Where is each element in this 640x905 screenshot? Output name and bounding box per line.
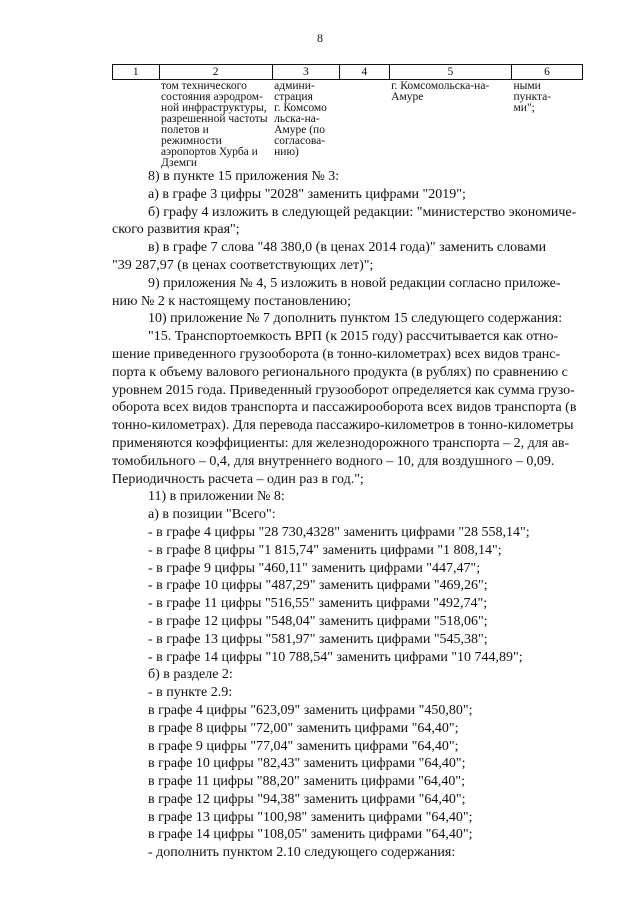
text-line: в графе 8 цифры "72,00" заменить цифрами "64,40"; — [148, 720, 459, 736]
text-line: в графе 12 цифры "94,38" заменить цифрами "64,40"; — [148, 791, 466, 807]
text-line: 10) приложение № 7 дополнить пунктом 15 следующего содержания: — [148, 311, 563, 327]
continuation-table — [112, 64, 583, 169]
text-line: - в графе 13 цифры "581,97" заменить цифрами "545,38"; — [148, 631, 488, 647]
text-line: 11) в приложении № 8: — [148, 489, 285, 505]
text-line: б) в разделе 2: — [148, 667, 233, 683]
text-line: нию № 2 к настоящему постановлению; — [112, 293, 351, 309]
text-line: тонно-километрах). Для перевода пассажиро-километров в тонно-километры — [112, 418, 574, 434]
text-line: в графе 9 цифры "77,04" заменить цифрами "64,40"; — [148, 738, 459, 754]
text-line: Периодичность расчета – один раз в год."; — [112, 471, 364, 487]
text-line: шение приведенного грузооборота (в тонно-километрах) всех видов транс- — [112, 346, 561, 362]
text-line: ского развития края"; — [112, 222, 240, 238]
text-line: оборота всех видов транспорта и пассажирооборота всех видов транспорта (в — [112, 400, 577, 416]
text-line: в графе 14 цифры "108,05" заменить цифрами "64,40"; — [148, 827, 473, 843]
table-row — [113, 80, 583, 170]
table-cell-col1 — [113, 80, 160, 170]
text-line: а) в позиции "Всего": — [148, 507, 276, 523]
text-line: в) в графе 7 слова "48 380,0 (в ценах 2014 года)" заменить словами — [148, 240, 547, 256]
column-number-3: 3 — [272, 65, 340, 80]
table-cell-col3: админи- страция г. Комсомо льска-на- Амуре (по согласова- нию) — [274, 80, 327, 158]
text-line: в графе 10 цифры "82,43" заменить цифрами "64,40"; — [148, 756, 466, 772]
column-number-4: 4 — [340, 65, 389, 80]
text-line: уровнем 2015 года. Приведенный грузооборот определяется как сумма грузо- — [112, 382, 575, 398]
table-cell-col2: том технического состояния аэродром- ной инфраструктуры, разрешенной частоты полетов и режимности аэропортов Хурба и Дземги — [161, 80, 268, 169]
page-number: 8 — [317, 31, 323, 45]
text-line: 8) в пункте 15 приложения № 3: — [148, 169, 340, 184]
text-line: б) графу 4 изложить в следующей редакции: "министерство экономиче- — [148, 204, 577, 220]
text-line: - дополнить пунктом 2.10 следующего содержания: — [148, 845, 456, 861]
column-number-1: 1 — [113, 65, 160, 80]
table-cell-col6: ными пункта- ми"; — [513, 80, 552, 114]
table-cell-col5: г. Комсомольска-на- Амуре — [391, 80, 490, 103]
text-line: в графе 13 цифры "100,98" заменить цифрами "64,40"; — [148, 809, 473, 825]
column-number-5: 5 — [389, 65, 511, 80]
text-line: в графе 11 цифры "88,20" заменить цифрами "64,40"; — [148, 774, 465, 790]
column-number-2: 2 — [159, 65, 272, 80]
text-line: "39 287,97 (в ценах соответствующих лет)"; — [112, 257, 374, 273]
text-line: в графе 4 цифры "623,09" заменить цифрами "450,80"; — [148, 702, 473, 718]
text-line: применяются коэффициенты: для железнодорожного транспорта – 2, для ав- — [112, 435, 570, 451]
text-line: - в графе 8 цифры "1 815,74" заменить цифрами "1 808,14"; — [148, 542, 502, 558]
text-line: а) в графе 3 цифры "2028" заменить цифрами "2019"; — [148, 186, 466, 202]
text-line: - в графе 14 цифры "10 788,54" заменить цифрами "10 744,89"; — [148, 649, 523, 665]
text-line: "15. Транспортоемкость ВРП (к 2015 году) рассчитывается как отно- — [148, 329, 559, 345]
document-body — [112, 168, 584, 862]
text-line: - в графе 12 цифры "548,04" заменить цифрами "518,06"; — [148, 613, 488, 629]
text-line: - в графе 11 цифры "516,55" заменить цифрами "492,74"; — [148, 596, 488, 612]
table-cell-col4 — [340, 80, 389, 170]
column-number-6: 6 — [512, 65, 583, 80]
text-line: томобильного – 0,4, для внутреннего водного – 10, для воздушного – 0,09. — [112, 453, 555, 469]
text-line: порта к объему валового регионального продукта (в рублях) по сравнению с — [112, 364, 568, 380]
text-line: - в пункте 2.9: — [148, 685, 233, 701]
text-line: - в графе 10 цифры "487,29" заменить цифрами "469,26"; — [148, 578, 488, 594]
text-line: - в графе 4 цифры "28 730,4328" заменить цифрами "28 558,14"; — [148, 524, 530, 540]
text-line: - в графе 9 цифры "460,11" заменить цифрами "447,47"; — [148, 560, 481, 576]
column-number-row — [113, 65, 583, 80]
text-line: 9) приложения № 4, 5 изложить в новой редакции согласно приложе- — [148, 275, 561, 291]
